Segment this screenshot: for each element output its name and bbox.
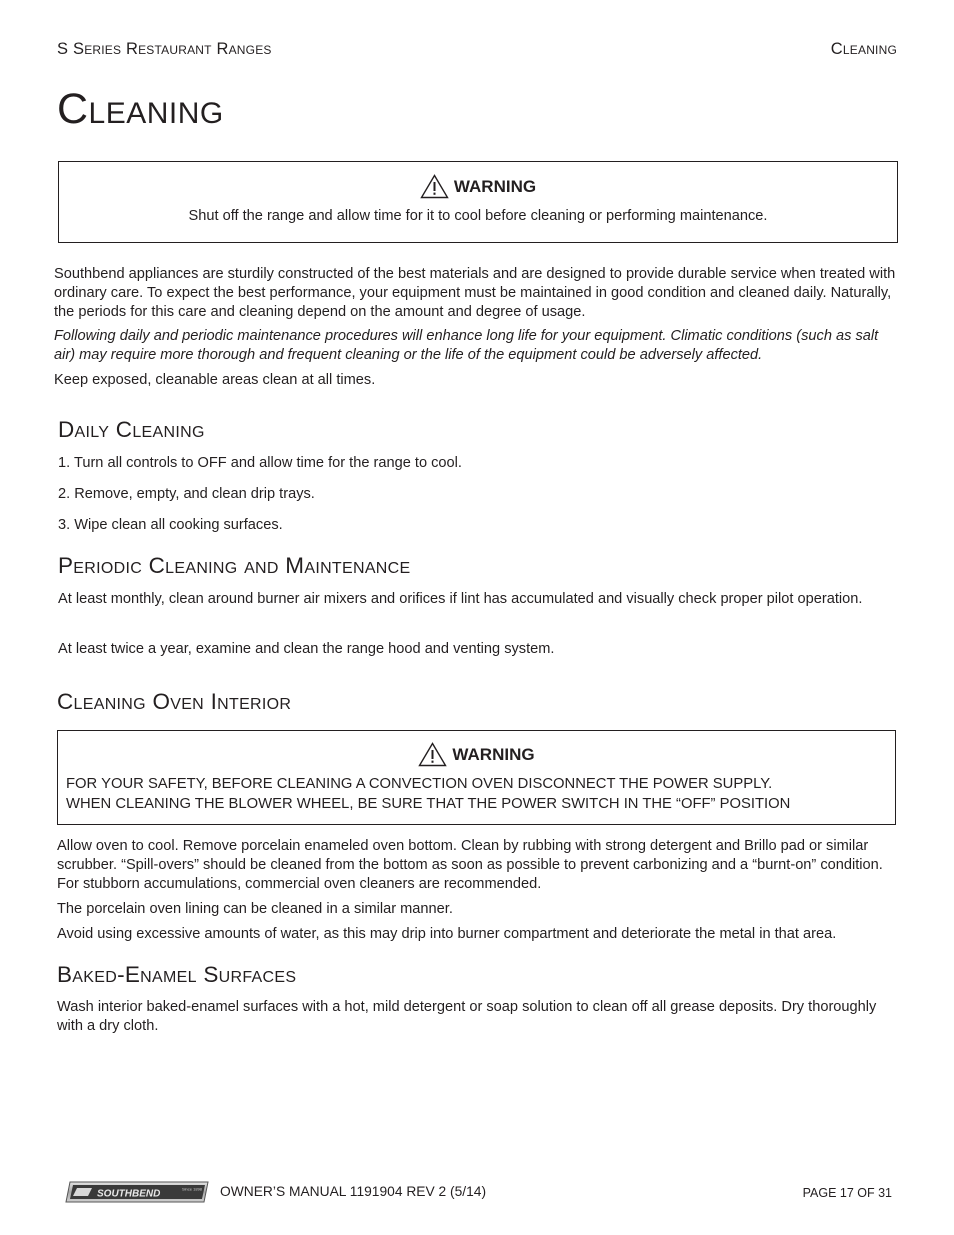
oven-paragraph-3: Avoid using excessive amounts of water, as this may drip into burner compartment and deteriorate the metal in that area.	[57, 926, 837, 942]
page-number: PAGE 17 OF 31	[802, 1186, 892, 1200]
warning-box-oven	[57, 730, 896, 825]
baked-enamel-paragraph: Wash interior baked-enamel surfaces with a hot, mild detergent or soap solution to clean off all grease deposits. Dry thoroughly with a dry cloth.	[57, 999, 877, 1034]
running-header-left: S Series Restaurant Ranges	[57, 40, 272, 58]
southbend-logo	[64, 1181, 210, 1203]
daily-step-1: 1. Turn all controls to OFF and allow time for the range to cool.	[58, 455, 462, 471]
daily-step-2: 2. Remove, empty, and clean drip trays.	[58, 486, 315, 502]
oven-warning-heading	[58, 742, 895, 767]
intro-paragraph: Southbend appliances are sturdily constructed of the best materials and are designed to provide durable service when treated with ordinary care. To expect the best performance, your equipment must be maintained in good condition and cleaned daily. Naturally, the periods for this care and cleaning depend on the amount and degree of usage.	[54, 266, 896, 320]
warning-box-top	[58, 161, 898, 243]
periodic-paragraph-1: At least monthly, clean around burner air mixers and orifices if lint has accumulated and visually check proper pilot operation.	[58, 591, 863, 607]
daily-cleaning-heading: Daily Cleaning	[58, 417, 205, 442]
warning-text: Shut off the range and allow time for it to cool before cleaning or performing maintenance.	[188, 208, 768, 224]
warning-heading	[59, 174, 897, 199]
oven-paragraph-1: Allow oven to cool. Remove porcelain enameled oven bottom. Clean by rubbing with strong detergent and Brillo pad or similar scrubber. “Spill-overs” should be cleaned from the bottom as soon as possible to prevent carbonizing and a “burnt-on” condition. For stubborn accumulations, commercial oven cleaners are recommended.	[57, 838, 883, 892]
oven-warning-label: WARNING	[452, 744, 535, 764]
daily-step-3: 3. Wipe clean all cooking surfaces.	[58, 517, 283, 533]
warning-triangle-icon	[418, 742, 447, 767]
svg-text:Since 1898: Since 1898	[182, 1186, 203, 1192]
oven-interior-heading: Cleaning Oven Interior	[57, 689, 292, 714]
oven-paragraph-2: The porcelain oven lining can be cleaned in a similar manner.	[57, 901, 453, 917]
manual-number: OWNER’S MANUAL 1191904 REV 2 (5/14)	[220, 1184, 487, 1199]
periodic-paragraph-2: At least twice a year, examine and clean the range hood and venting system.	[58, 641, 555, 657]
warning-triangle-icon	[420, 174, 449, 199]
svg-text:SOUTHBEND: SOUTHBEND	[97, 1188, 161, 1200]
warning-label: WARNING	[453, 176, 537, 196]
intro-italic-paragraph: Following daily and periodic maintenance procedures will enhance long life for your equipment. Climatic conditions (such as salt air) may require more thorough and frequent cleaning or the life of the equipment could be adversely affected.	[54, 328, 879, 363]
oven-warning-line-1: FOR YOUR SAFETY, BEFORE CLEANING A CONVECTION OVEN DISCONNECT THE POWER SUPPLY.	[66, 776, 773, 792]
baked-enamel-heading: Baked-Enamel Surfaces	[57, 962, 297, 987]
oven-warning-line-2: WHEN CLEANING THE BLOWER WHEEL, BE SURE THAT THE POWER SWITCH IN THE “OFF” POSITION	[66, 795, 791, 812]
page-title: Cleaning	[57, 85, 224, 133]
periodic-cleaning-heading: Periodic Cleaning and Maintenance	[58, 553, 411, 578]
intro-keep-clean: Keep exposed, cleanable areas clean at all times.	[54, 372, 376, 388]
running-header-right: Cleaning	[830, 40, 897, 58]
